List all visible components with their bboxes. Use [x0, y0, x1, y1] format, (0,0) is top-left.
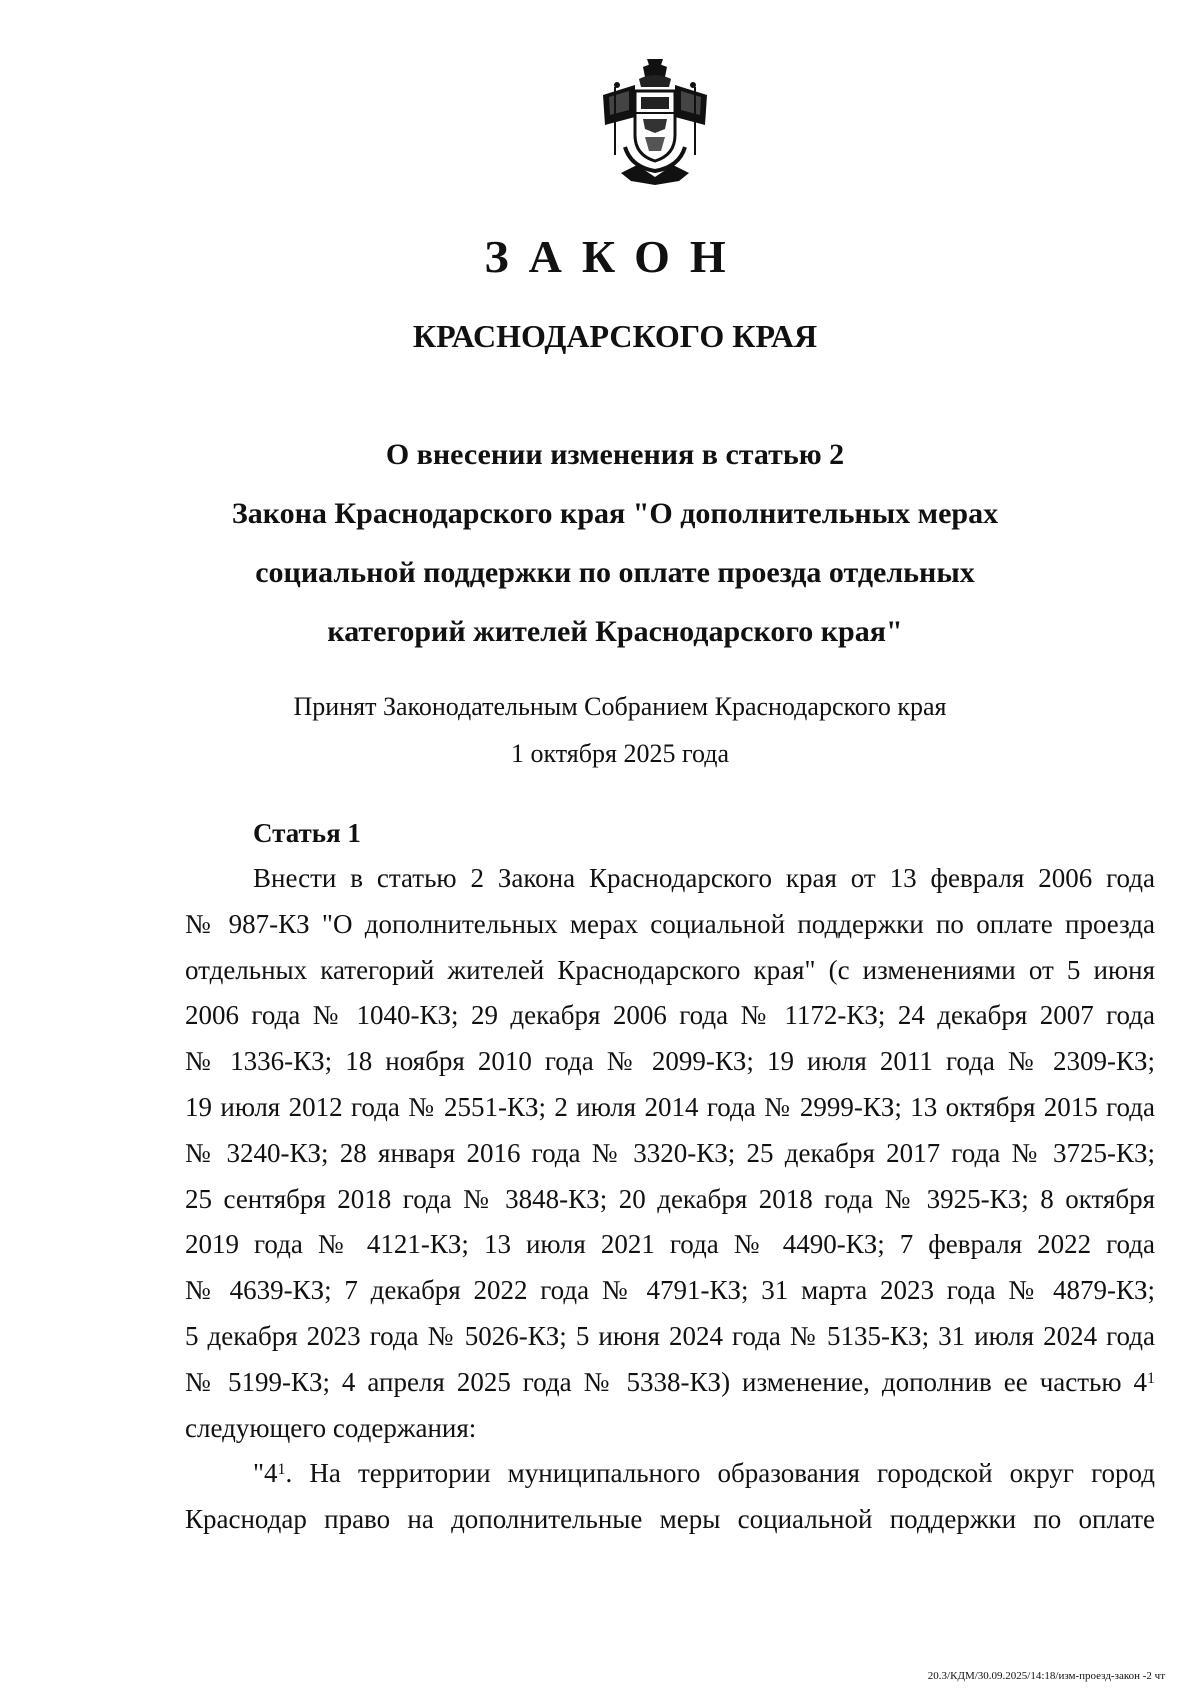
body-line: Внести в статью 2 Закона Краснодарского края от 13 февраля 2006 года — [253, 863, 1155, 893]
body-line: 5 декабря 2023 года № 5026-КЗ; 5 июня 2024 года № 5135-КЗ; 31 июля 2024 года — [185, 1320, 1155, 1351]
quote-prefix: "4 — [253, 1458, 278, 1489]
body-line: отдельных категорий жителей Краснодарского края" (с изменениями от 5 июня — [185, 954, 1155, 985]
body-line: 19 июля 2012 года № 2551-КЗ; 2 июля 2014 года № 2999-КЗ; 13 октября 2015 года — [185, 1091, 1155, 1122]
quote-line — [185, 1451, 1155, 1497]
body-line — [185, 1360, 1155, 1406]
superscript: 1 — [1147, 1369, 1155, 1387]
body-line-text: № 5199-КЗ; 4 апреля 2025 года № 5338-КЗ) изменение, дополнив ее частью 4 — [185, 1366, 1147, 1397]
body-line: № 3240-КЗ; 28 января 2016 года № 3320-КЗ; 25 декабря 2017 года № 3725-КЗ; — [185, 1137, 1155, 1168]
subject-line: Закона Краснодарского края "О дополнительных мерах — [231, 497, 999, 530]
quote-line: Краснодар право на дополнительные меры социальной поддержки по оплате — [185, 1504, 1155, 1535]
subject-line: категорий жителей Краснодарского края" — [327, 615, 903, 648]
body-line: следующего содержания: — [185, 1412, 477, 1443]
body-line: № 4639-КЗ; 7 декабря 2022 года № 4791-КЗ; 31 марта 2023 года № 4879-КЗ; — [185, 1275, 1155, 1306]
coat-of-arms-icon — [595, 55, 715, 190]
body-line: № 987-КЗ "О дополнительных мерах социальной поддержки по оплате проезда — [185, 908, 1155, 939]
body-line: 2019 года № 4121-КЗ; 13 июля 2021 года № 4490-КЗ; 7 февраля 2022 года — [185, 1229, 1155, 1260]
article-body — [185, 856, 1155, 1543]
region-title: КРАСНОДАРСКОГО КРАЯ — [412, 318, 818, 354]
body-line: 2006 года № 1040-КЗ; 29 декабря 2006 года № 1172-КЗ; 24 декабря 2007 года — [185, 1000, 1155, 1031]
quote-text: . На территории муниципального образования городской округ город — [285, 1458, 1155, 1489]
adoption-body: Принят Законодательным Собранием Краснодарского края — [293, 692, 947, 721]
adoption-info — [0, 683, 1200, 777]
article-title: Статья 1 — [253, 818, 361, 848]
subject-line: О внесении изменения в статью 2 — [385, 438, 845, 471]
law-subject — [185, 425, 1045, 661]
law-title: ЗАКОН — [484, 231, 746, 282]
body-line: 25 сентября 2018 года № 3848-КЗ; 20 декабря 2018 года № 3925-КЗ; 8 октября — [185, 1183, 1155, 1214]
body-line: № 1336-КЗ; 18 ноября 2010 года № 2099-КЗ; 19 июля 2011 года № 2309-КЗ; — [185, 1046, 1155, 1077]
adoption-date: 1 октября 2025 года — [511, 739, 729, 768]
superscript: 1 — [277, 1461, 286, 1479]
document-code: 20.3/КДМ/30.09.2025/14:18/изм-проезд-закон -2 чт — [927, 1670, 1165, 1682]
subject-line: социальной поддержки по оплате проезда отдельных — [255, 556, 975, 589]
